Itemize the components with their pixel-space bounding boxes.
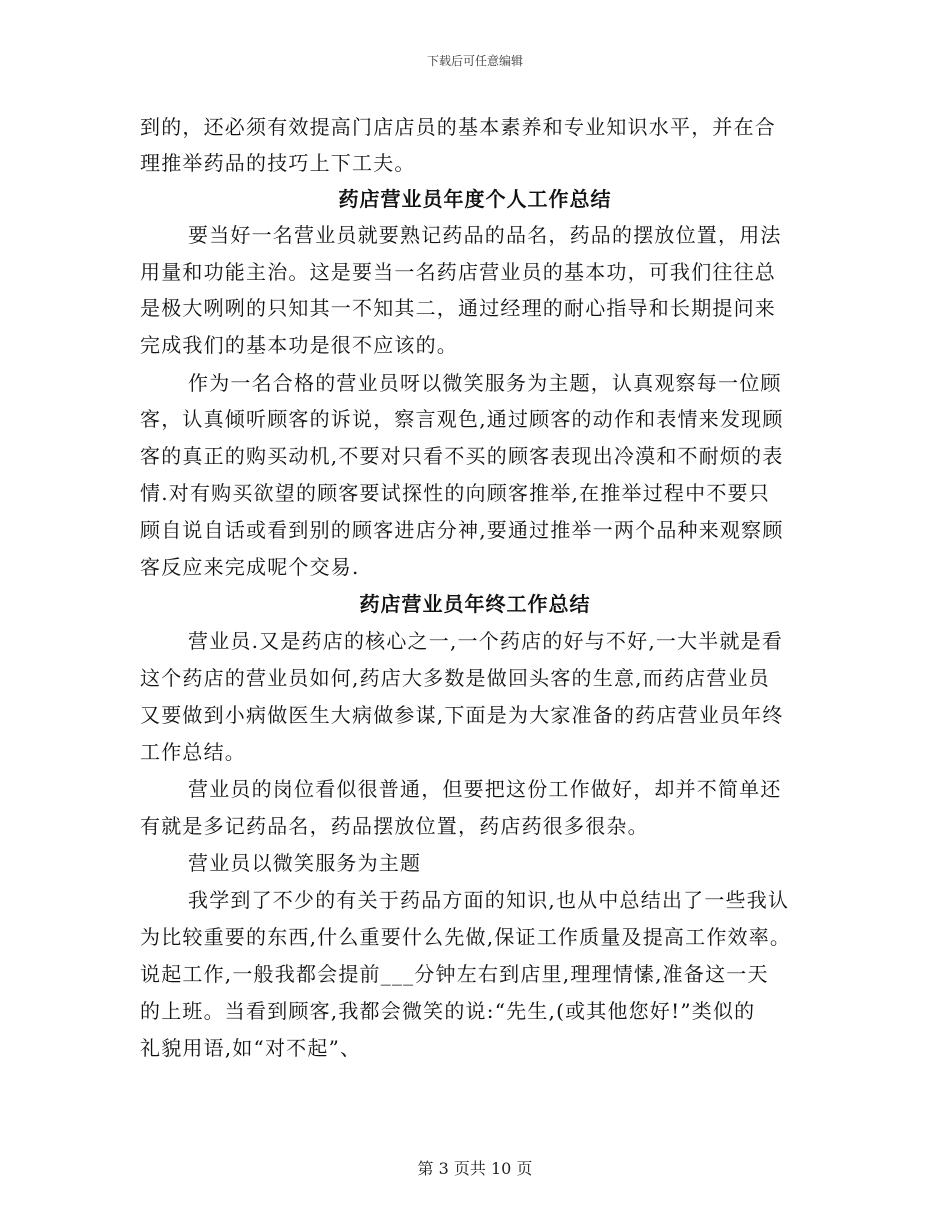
- paragraph-first-line: 作为一名合格的营业员呀以微笑服务为主题，认真观察每一位顾: [188, 371, 782, 395]
- text-line: 客的真正的购买动机,不要对只看不买的顾客表现出冷漠和不耐烦的表: [140, 444, 784, 468]
- paragraph-first-line: 要当好一名营业员就要熟记药品的品名，药品的摆放位置，用法: [188, 223, 782, 247]
- text-line: 理推举药品的技巧上下工夫。: [140, 151, 416, 175]
- text-line: 有就是多记药品名，药品摆放位置，药店药很多很杂。: [140, 814, 649, 838]
- text-line: 客反应来完成呢个交易.: [140, 555, 360, 579]
- paragraph-first-line: 营业员以微笑服务为主题: [188, 851, 422, 875]
- section-heading: 药店营业员年度个人工作总结: [338, 187, 612, 211]
- text-line: 说起工作,一般我都会提前___分钟左右到店里,理理情愫,准备这一天: [140, 962, 769, 986]
- page-footer: 第 3 页共 10 页: [417, 1159, 533, 1178]
- text-line: 完成我们的基本功是很不应该的。: [140, 333, 458, 357]
- text-line: 是极大咧咧的只知其一不知其二，通过经理的耐心指导和长期提问来: [140, 296, 776, 320]
- text-line: 客，认真倾听顾客的诉说，察言观色,通过顾客的动作和表情来发现顾: [140, 407, 784, 431]
- text-line: 为比较重要的东西,什么重要什么先做,保证工作质量及提高工作效率。: [140, 925, 792, 949]
- page-header: 下载后可任意编辑: [426, 54, 523, 68]
- paragraph-first-line: 营业员.又是药店的核心之一,一个药店的好与不好,一大半就是看: [188, 629, 784, 653]
- text-line: 这个药店的营业员如何,药店大多数是做回头客的生意,而药店营业员: [140, 666, 770, 690]
- text-line: 顾自说自话或看到别的顾客进店分神,要通过推举一两个品种来观察顾: [140, 518, 784, 542]
- text-line: 到的，还必须有效提高门店店员的基本素养和专业知识水平，并在合: [140, 115, 776, 139]
- text-line: 情.对有购买欲望的顾客要试探性的向顾客推举,在推举过程中不要只: [140, 481, 770, 505]
- text-line: 的上班。当看到顾客,我都会微笑的说:“先生,(或其他您好!”类似的: [140, 999, 756, 1023]
- text-line: 礼貌用语,如“对不起”、: [140, 1036, 362, 1060]
- paragraph-first-line: 营业员的岗位看似很普通，但要把这份工作做好，却并不简单还: [188, 777, 782, 801]
- section-heading: 药店营业员年终工作总结: [359, 592, 591, 616]
- paragraph-first-line: 我学到了不少的有关于药品方面的知识,也从中总结出了一些我认: [188, 888, 790, 912]
- text-line: 用量和功能主治。这是要当一名药店营业员的基本功，可我们往往总: [140, 260, 776, 284]
- text-line: 又要做到小病做医生大病做参谋,下面是为大家准备的药店营业员年终: [140, 703, 784, 727]
- text-line: 工作总结。: [140, 740, 246, 764]
